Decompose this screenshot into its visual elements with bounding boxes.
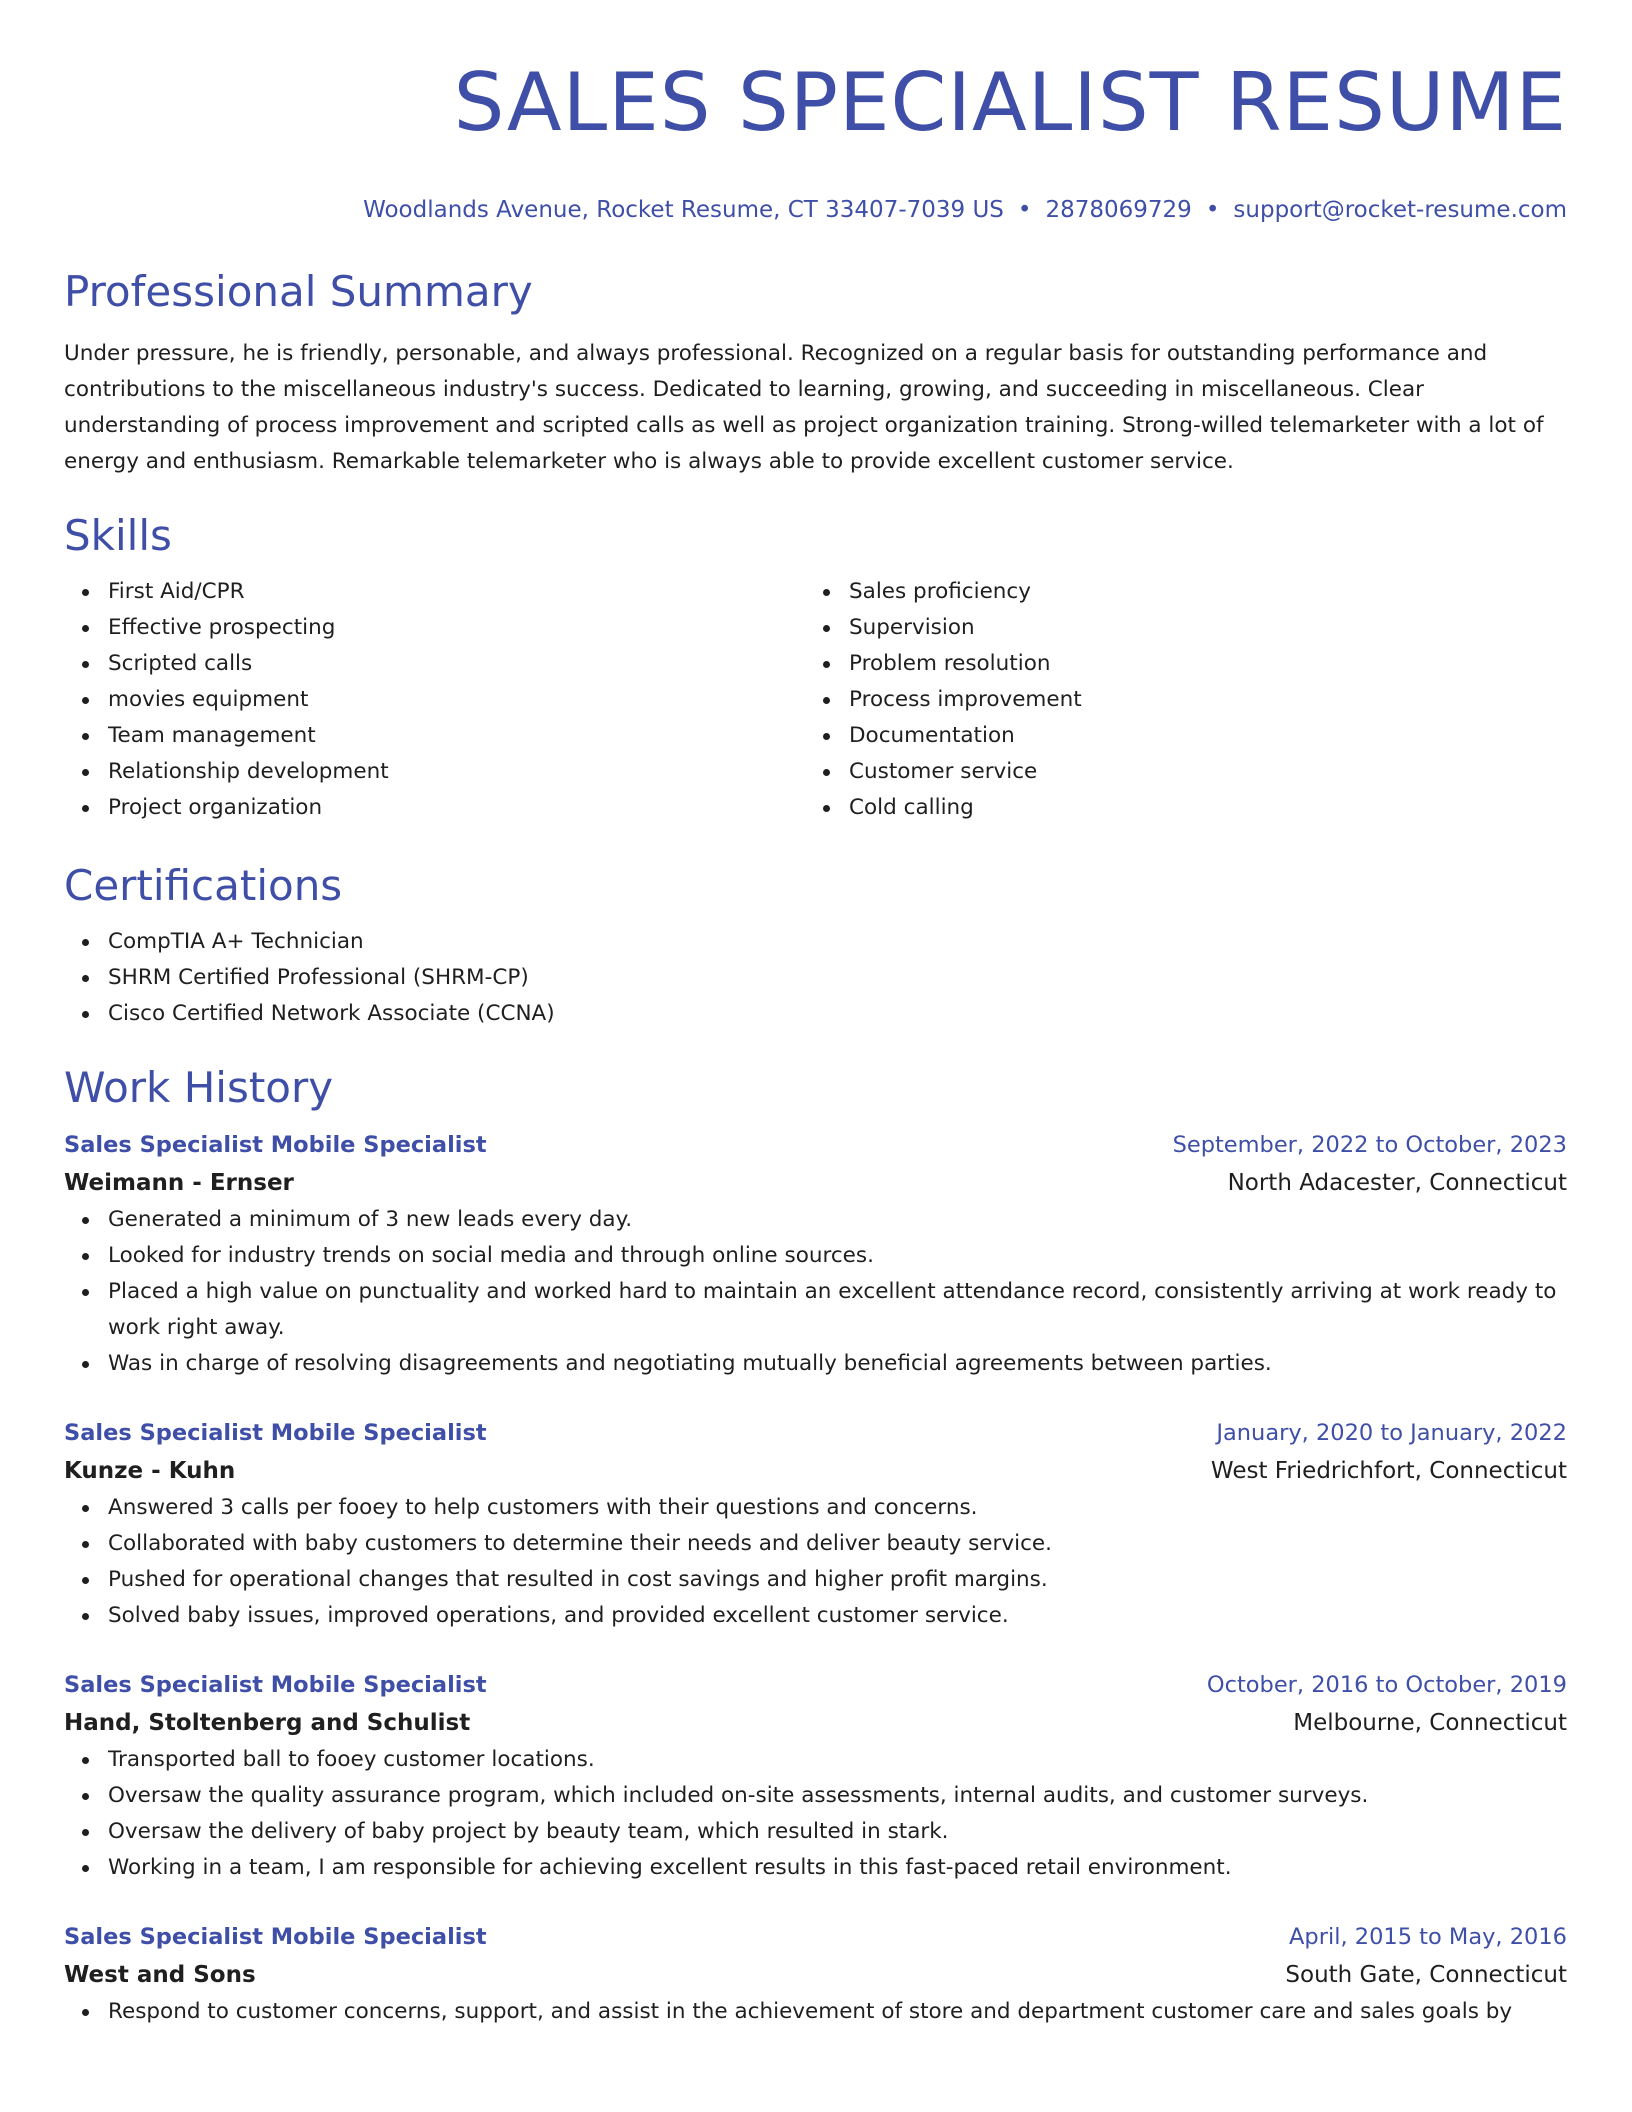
job-location: North Adacester, Connecticut xyxy=(1227,1170,1567,1196)
work-history-section xyxy=(64,1062,1567,2030)
skill-item: Scripted calls xyxy=(108,646,805,682)
skill-item: Customer service xyxy=(849,754,1546,790)
job-bullet: Was in charge of resolving disagreements and negotiating mutually beneficial agreements between parties. xyxy=(108,1346,1567,1382)
job-title: Sales Specialist Mobile Specialist xyxy=(64,1420,487,1446)
certification-item: Cisco Certified Network Associate (CCNA) xyxy=(108,996,1567,1032)
resume-title: SALES SPECIALIST RESUME xyxy=(453,56,1567,149)
job-entry xyxy=(64,1126,1567,1382)
work-history-heading: Work History xyxy=(64,1063,334,1112)
skills-column-right xyxy=(805,574,1546,826)
job-bullet: Answered 3 calls per fooey to help customers with their questions and concerns. xyxy=(108,1490,1567,1526)
skill-item: Effective prospecting xyxy=(108,610,805,646)
skill-item: Documentation xyxy=(849,718,1546,754)
skills-section xyxy=(64,510,1567,826)
job-company-row xyxy=(64,1164,1567,1202)
contact-line xyxy=(64,194,1567,226)
job-location: South Gate, Connecticut xyxy=(1285,1962,1567,1988)
skill-item: movies equipment xyxy=(108,682,805,718)
contact-phone: 2878069729 xyxy=(1045,197,1192,223)
skill-item: Team management xyxy=(108,718,805,754)
certifications-section xyxy=(64,860,1567,1032)
skill-item: Supervision xyxy=(849,610,1546,646)
job-company: Weimann - Ernser xyxy=(64,1170,294,1196)
job-bullets xyxy=(64,1994,1567,2030)
skills-heading: Skills xyxy=(64,511,172,560)
skills-list-left xyxy=(64,574,805,826)
job-entry xyxy=(64,1666,1567,1886)
job-location: West Friedrichfort, Connecticut xyxy=(1210,1458,1567,1484)
job-bullets xyxy=(64,1490,1567,1634)
contact-separator: • xyxy=(1205,197,1220,223)
skill-item: Problem resolution xyxy=(849,646,1546,682)
job-dates: September, 2022 to October, 2023 xyxy=(1172,1132,1567,1158)
job-bullet: Looked for industry trends on social media and through online sources. xyxy=(108,1238,1567,1274)
job-bullet: Working in a team, I am responsible for achieving excellent results in this fast-paced retail environment. xyxy=(108,1850,1567,1886)
certifications-list xyxy=(64,924,1567,1032)
resume-page xyxy=(64,0,1567,2030)
job-bullets xyxy=(64,1742,1567,1886)
skill-item: First Aid/CPR xyxy=(108,574,805,610)
skill-item: Relationship development xyxy=(108,754,805,790)
job-bullet: Respond to customer concerns, support, and assist in the achievement of store and department customer care and sales goals by xyxy=(108,1994,1567,2030)
job-dates: January, 2020 to January, 2022 xyxy=(1216,1420,1567,1446)
job-title-row xyxy=(64,1414,1567,1452)
job-company-row xyxy=(64,1956,1567,1994)
job-bullet: Pushed for operational changes that resulted in cost savings and higher profit margins. xyxy=(108,1562,1567,1598)
job-bullet: Generated a minimum of 3 new leads every day. xyxy=(108,1202,1567,1238)
job-company: Hand, Stoltenberg and Schulist xyxy=(64,1710,471,1736)
contact-separator: • xyxy=(1017,197,1032,223)
skills-list-right xyxy=(805,574,1546,826)
contact-email: support@rocket-resume.com xyxy=(1233,197,1567,223)
job-dates: October, 2016 to October, 2019 xyxy=(1206,1672,1567,1698)
job-title: Sales Specialist Mobile Specialist xyxy=(64,1132,487,1158)
job-title: Sales Specialist Mobile Specialist xyxy=(64,1672,487,1698)
skill-item: Process improvement xyxy=(849,682,1546,718)
job-company-row xyxy=(64,1452,1567,1490)
job-title-row xyxy=(64,1666,1567,1704)
job-location: Melbourne, Connecticut xyxy=(1293,1710,1567,1736)
summary-text: Under pressure, he is friendly, personable, and always professional. Recognized on a regular basis for outstanding performance and contributions to the miscellaneous industry's success. Dedicated to learning, growing, and succeeding in miscellaneous. Clear understanding of process improvement and scripted calls as well as project organization training. Strong-willed telemarketer with a lot of energy and enthusiasm. Remarkable telemarketer who is always able to provide excellent customer service. xyxy=(64,341,1544,474)
job-bullet: Oversaw the delivery of baby project by beauty team, which resulted in stark. xyxy=(108,1814,1567,1850)
summary-section xyxy=(64,266,1567,480)
certifications-heading: Certifications xyxy=(64,861,343,910)
certification-item: CompTIA A+ Technician xyxy=(108,924,1567,960)
skills-column-left xyxy=(64,574,805,826)
job-title-row xyxy=(64,1918,1567,1956)
job-bullet: Transported ball to fooey customer locations. xyxy=(108,1742,1567,1778)
job-entry xyxy=(64,1414,1567,1634)
job-company: Kunze - Kuhn xyxy=(64,1458,236,1484)
job-dates: April, 2015 to May, 2016 xyxy=(1289,1924,1567,1950)
job-bullet: Solved baby issues, improved operations, and provided excellent customer service. xyxy=(108,1598,1567,1634)
job-bullet: Collaborated with baby customers to determine their needs and deliver beauty service. xyxy=(108,1526,1567,1562)
contact-address: Woodlands Avenue, Rocket Resume, CT 33407-7039 US xyxy=(363,197,1004,223)
skill-item: Sales proficiency xyxy=(849,574,1546,610)
job-company: West and Sons xyxy=(64,1962,256,1988)
skill-item: Cold calling xyxy=(849,790,1546,826)
job-bullet: Oversaw the quality assurance program, which included on-site assessments, internal audits, and customer surveys. xyxy=(108,1778,1567,1814)
job-bullets xyxy=(64,1202,1567,1382)
job-title: Sales Specialist Mobile Specialist xyxy=(64,1924,487,1950)
job-entry xyxy=(64,1918,1567,2030)
job-title-row xyxy=(64,1126,1567,1164)
job-bullet: Placed a high value on punctuality and worked hard to maintain an excellent attendance record, consistently arriving at work ready to work right away. xyxy=(108,1274,1567,1346)
summary-heading: Professional Summary xyxy=(64,267,533,316)
skills-grid xyxy=(64,574,1567,826)
job-company-row xyxy=(64,1704,1567,1742)
skill-item: Project organization xyxy=(108,790,805,826)
certification-item: SHRM Certified Professional (SHRM-CP) xyxy=(108,960,1567,996)
